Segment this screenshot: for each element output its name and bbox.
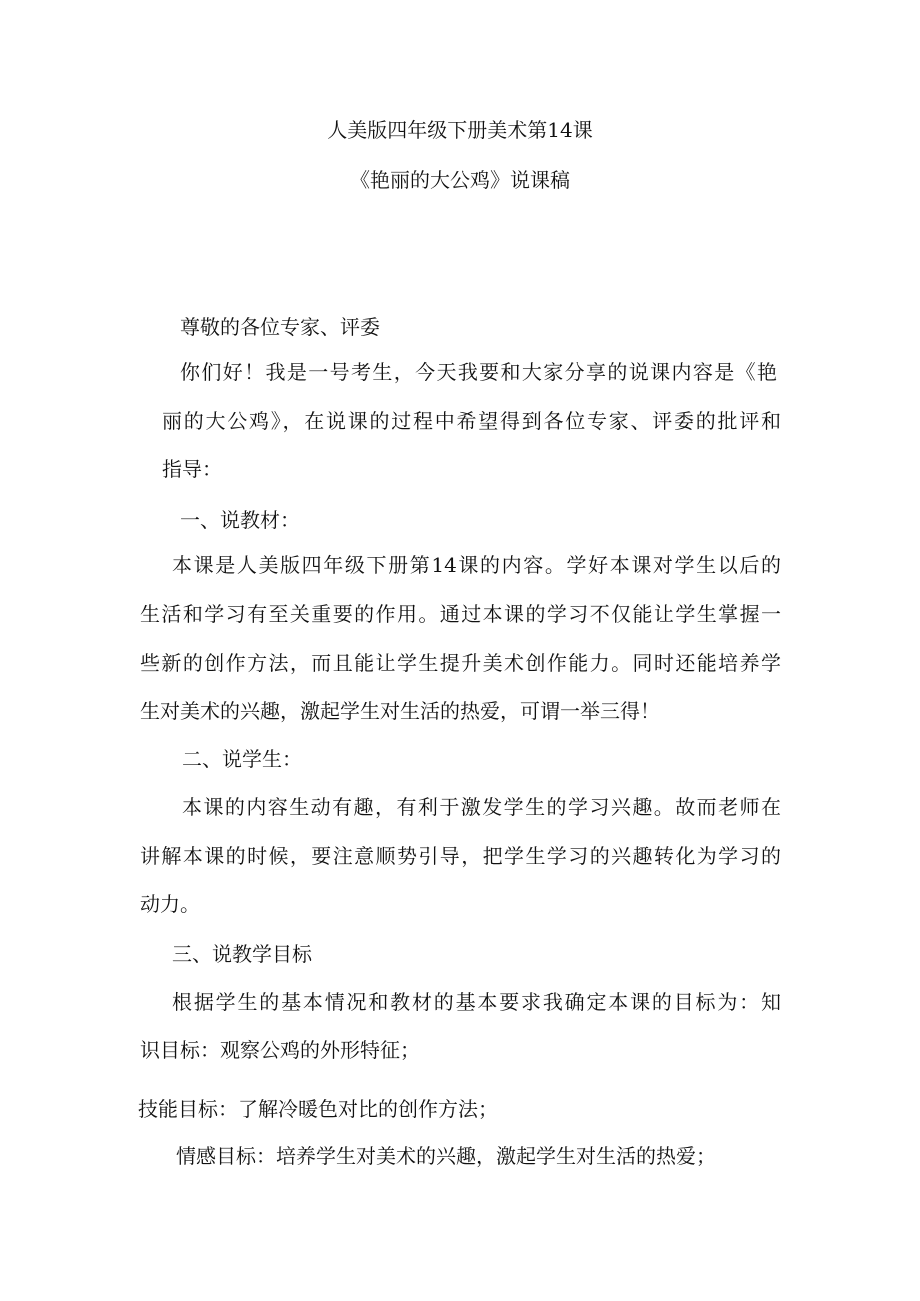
materials-line-4: 生对美术的兴趣，激起学生对生活的热爱，可谓一举三得！ bbox=[140, 699, 660, 723]
intro-line-1: 你们好！我是一号考生，今天我要和大家分享的说课内容是《艳 bbox=[180, 360, 777, 384]
section-heading-objectives: 三、说教学目标 bbox=[172, 942, 312, 966]
intro-line-2: 丽的大公鸡》，在说课的过程中希望得到各位专家、评委的批评和 bbox=[162, 409, 781, 433]
objectives-line-2: 识目标：观察公鸡的外形特征； bbox=[140, 1038, 420, 1062]
intro-line-3: 指导： bbox=[162, 457, 222, 481]
document-subtitle: 《艳丽的大公鸡》说课稿 bbox=[350, 168, 570, 192]
objectives-line-1: 根据学生的基本情况和教材的基本要求我确定本课的目标为：知 bbox=[172, 990, 781, 1014]
students-line-2: 讲解本课的时候，要注意顺势引导，把学生学习的兴趣转化为学习的 bbox=[140, 844, 781, 868]
students-line-1: 本课的内容生动有趣，有利于激发学生的学习兴趣。故而老师在 bbox=[182, 795, 781, 819]
materials-line-1: 本课是人美版四年级下册第14课的内容。学好本课对学生以后的 bbox=[172, 553, 781, 577]
section-heading-materials: 一、说教材： bbox=[180, 508, 300, 532]
students-line-3: 动力。 bbox=[140, 892, 200, 916]
section-heading-students: 二、说学生： bbox=[182, 747, 302, 771]
document-title: 人美版四年级下册美术第14课 bbox=[327, 118, 593, 142]
materials-line-3: 些新的创作方法，而且能让学生提升美术创作能力。同时还能培养学 bbox=[140, 651, 781, 675]
objectives-line-3: 技能目标：了解冷暖色对比的创作方法； bbox=[138, 1097, 498, 1121]
greeting: 尊敬的各位专家、评委 bbox=[180, 315, 380, 339]
objectives-line-4: 情感目标：培养学生对美术的兴趣，激起学生对生活的热爱； bbox=[176, 1144, 716, 1168]
materials-line-2: 生活和学习有至关重要的作用。通过本课的学习不仅能让学生掌握一 bbox=[140, 602, 781, 626]
